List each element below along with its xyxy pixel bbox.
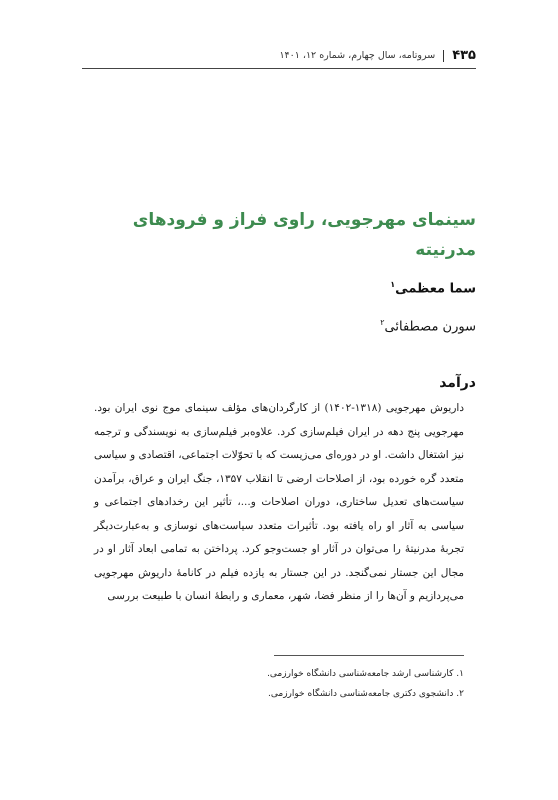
body-paragraph: داریوش مهرجویی (۱۳۱۸-۱۴۰۲) از کارگردان‌های مؤلف سینمای موج نوی ایران بود. مهرجویی پنج دهه در ایران فیلم‌سازی کرد. علاوه‌بر فیلم‌سازی به نویسندگی و ترجمه نیز اشتغال داشت. او در دوره‌ای می‌زیست که با تحوّلات اجتماعی، اقتصادی و سیاسی متعدد گره خورده بود، از اصلاحات ارضی تا انقلاب ۱۳۵۷، جنگ ایران و عراق، برآمدن سیاست‌های تعدیل ساختاری، دوران اصلاحات و...، تأثیر این رخدادهای اجتماعی و سیاسی به آثار او راه یافته بود. تأثیرات متعدد سیاست‌های نوسازی و به‌عبارت‌دیگر تجربهٔ مدرنیتهٔ را می‌توان در آثار او جست‌وجو کرد. پرداختن به تمامی ابعاد آثار او در مجال این جستار نمی‌گنجد. در این جستار به یازده فیلم در کانامهٔ داریوش مهرجویی می‌پردازیم و آن‌ها را از منظر فضا، شهر، معماری و رابطهٔ انسان با طبیعت بررسی bbox=[94, 402, 465, 602]
page-number: ۴۳۵ bbox=[452, 48, 476, 63]
author-1 bbox=[390, 280, 476, 296]
journal-citation: سروتامه، سال چهارم، شماره ۱۲، ۱۴۰۱ bbox=[279, 50, 436, 61]
article-title: سینمای مهرجویی، راوی فراز و فرودهای مدرنیته bbox=[132, 210, 476, 260]
section-heading: درآمد bbox=[439, 375, 476, 391]
author-name: سما معظمی bbox=[395, 281, 476, 297]
footnote-2: ۲. دانشجوی دکتری جامعه‌شناسی دانشگاه خوارزمی. bbox=[268, 689, 464, 699]
author-footnote-marker: ۱ bbox=[390, 280, 396, 289]
author-footnote-marker: ۲ bbox=[380, 318, 385, 327]
footnote-1: ۱. کارشناسی ارشد جامعه‌شناسی دانشگاه خوارزمی. bbox=[267, 669, 464, 679]
footnote-rule bbox=[274, 655, 464, 656]
running-head-separator bbox=[443, 50, 444, 62]
author-2 bbox=[380, 318, 476, 334]
header-rule bbox=[82, 68, 476, 69]
running-head bbox=[82, 48, 476, 63]
author-name: سورن مصطفائی bbox=[384, 319, 476, 335]
footnotes bbox=[104, 664, 464, 704]
